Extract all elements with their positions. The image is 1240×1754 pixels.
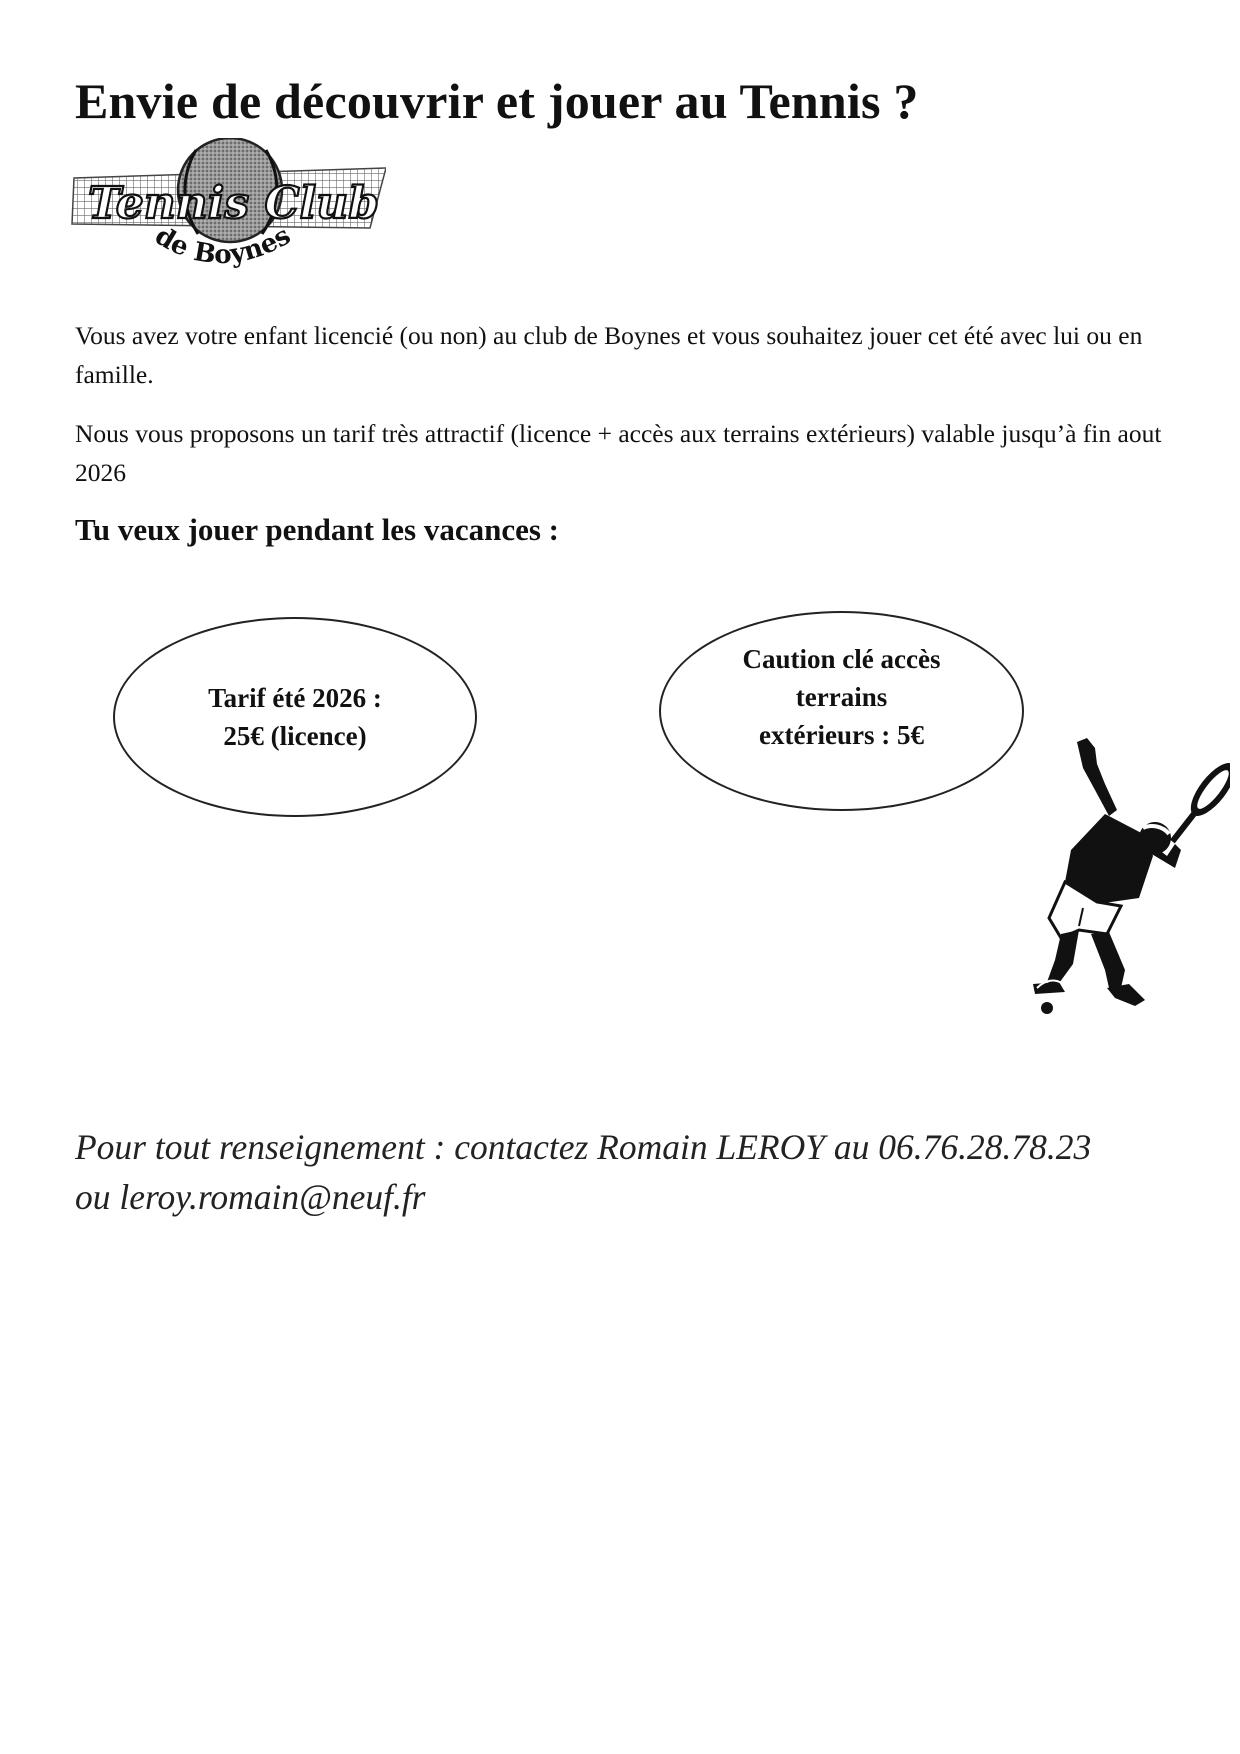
contact-line-1: Pour tout renseignement : contactez Romain LEROY au 06.76.28.78.23 — [75, 1127, 1092, 1167]
page-title: Envie de découvrir et jouer au Tennis ? — [75, 73, 919, 129]
caution-line-3: extérieurs : 5€ — [759, 720, 924, 750]
offer-paragraph: Nous vous proposons un tarif très attractif (licence + accès aux terrains extérieurs) valable jusqu’à fin aout 2026 — [75, 419, 1162, 487]
contact-line-2: ou leroy.romain@neuf.fr — [75, 1177, 426, 1217]
logo-name-text: Tennis Club — [88, 178, 379, 229]
contact-info — [75, 1122, 1195, 1222]
tarif-ellipse — [113, 617, 477, 817]
logo-subtitle-text: de Boynes — [149, 220, 296, 271]
tennis-club-logo-icon — [70, 138, 386, 288]
caution-line-1: Caution clé accès — [742, 644, 941, 674]
section-subtitle: Tu veux jouer pendant les vacances : — [75, 512, 559, 547]
caution-ellipse — [659, 611, 1024, 811]
tarif-line-1: Tarif été 2026 : — [208, 683, 382, 713]
intro-paragraph: Vous avez votre enfant licencié (ou non) au club de Boynes et vous souhaitez jouer cet été avec lui ou en famille. — [75, 321, 1143, 389]
tarif-line-2: 25€ (licence) — [223, 721, 367, 751]
caution-line-2: terrains — [795, 682, 888, 712]
tennis-player-icon — [1025, 738, 1230, 1028]
